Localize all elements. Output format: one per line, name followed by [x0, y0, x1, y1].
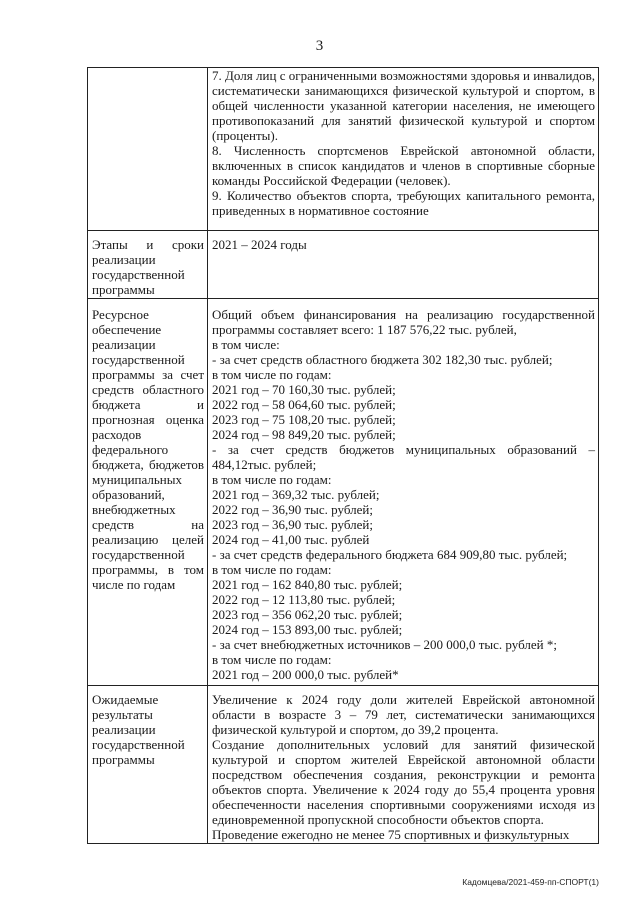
- row-value-results: [208, 686, 599, 844]
- resources-line: в том числе по годам:: [212, 367, 332, 382]
- resources-line: в том числе по годам:: [212, 652, 332, 667]
- table-row-targets: [88, 68, 599, 231]
- resources-line: 2024 год – 41,00 тыс. рублей: [212, 532, 370, 547]
- row-label-stages: [88, 231, 208, 299]
- resources-line: в том числе по годам:: [212, 562, 332, 577]
- resources-line: - за счет средств бюджетов муниципальных образований – 484,12тыс. рублей;: [212, 442, 595, 472]
- resources-line: в том числе:: [212, 337, 280, 352]
- resources-line: 2023 год – 36,90 тыс. рублей;: [212, 517, 373, 532]
- results-label: Ожидаемые результаты реализации государственной программы: [92, 692, 185, 767]
- row-value-targets: [208, 68, 599, 231]
- resources-line: Общий объем финансирования на реализацию государственной программы составляет всего: 1 187 576,22 тыс. рублей,: [212, 307, 595, 337]
- resources-line: 2021 год – 200 000,0 тыс. рублей*: [212, 667, 399, 682]
- resources-line: 2024 год – 153 893,00 тыс. рублей;: [212, 622, 403, 637]
- document-footer-code: Кадомцева/2021-459-пп-СПОРТ(1): [462, 877, 599, 887]
- results-paragraph: Создание дополнительных условий для занятий физической культурой и спортом жителей Еврейской автономной области посредством обеспечения создания, реконструкции и ремонта объектов спорта. Увеличение к 2024 году до 55,4 процента уровня обеспеченности населения спортивными сооружениями исходя из единовременной пропускной способности объектов спорта.: [212, 737, 595, 827]
- resources-line: 2024 год – 98 849,20 тыс. рублей;: [212, 427, 396, 442]
- page-number: 3: [315, 38, 324, 54]
- row-value-stages: [208, 231, 599, 299]
- target-item-7: 7. Доля лиц с ограниченными возможностями здоровья и инвалидов, систематически занимающихся физической культурой и спортом, в общей численности указанной категории населения, не имеющего противопоказаний для занятий физической культурой и спортом (проценты).: [212, 68, 595, 143]
- target-item-8: 8. Численность спортсменов Еврейской автономной области, включенных в список кандидатов и членов в спортивные сборные команды Российской Федерации (человек).: [212, 143, 595, 188]
- stages-value: 2021 – 2024 годы: [212, 237, 307, 252]
- resources-line: в том числе по годам:: [212, 472, 332, 487]
- resources-line: - за счет внебюджетных источников – 200 000,0 тыс. рублей *;: [212, 637, 557, 652]
- row-label-targets: [88, 68, 208, 231]
- row-value-resources: [208, 299, 599, 686]
- table-row-results: [88, 686, 599, 844]
- results-paragraph: Проведение ежегодно не менее 75 спортивных и физкультурных: [212, 827, 570, 842]
- row-label-results: [88, 686, 208, 844]
- resources-line: - за счет средств федерального бюджета 684 909,80 тыс. рублей;: [212, 547, 568, 562]
- stages-label: Этапы и сроки реализации государственной программы: [92, 237, 204, 297]
- resources-line: 2023 год – 75 108,20 тыс. рублей;: [212, 412, 396, 427]
- results-paragraph: Увеличение к 2024 году доли жителей Еврейской автономной области в возрасте 3 – 79 лет, систематически занимающихся физической культурой и спортом, до 39,2 процента.: [212, 692, 595, 737]
- resources-line: 2022 год – 12 113,80 тыс. рублей;: [212, 592, 396, 607]
- resources-line: - за счет средств областного бюджета 302 182,30 тыс. рублей;: [212, 352, 553, 367]
- resources-line: 2023 год – 356 062,20 тыс. рублей;: [212, 607, 403, 622]
- table-row-stages: [88, 231, 599, 299]
- resources-line: 2021 год – 369,32 тыс. рублей;: [212, 487, 380, 502]
- target-item-9: 9. Количество объектов спорта, требующих капитального ремонта, приведенных в нормативное состояние: [212, 188, 595, 218]
- passport-table: [87, 67, 599, 844]
- row-label-resources: [88, 299, 208, 686]
- resources-line: 2022 год – 36,90 тыс. рублей;: [212, 502, 373, 517]
- resources-line: 2021 год – 162 840,80 тыс. рублей;: [212, 577, 403, 592]
- resources-line: 2021 год – 70 160,30 тыс. рублей;: [212, 382, 396, 397]
- resources-label: Ресурсное обеспечение реализации государственной программы за счет средств областного бюджета и прогнозная оценка расходов федерального бюджета, бюджетов муниципальных образований, внебюджетных средств на реализацию целей государственной программы, в том числе по годам: [92, 307, 204, 592]
- resources-line: 2022 год – 58 064,60 тыс. рублей;: [212, 397, 396, 412]
- table-row-resources: [88, 299, 599, 686]
